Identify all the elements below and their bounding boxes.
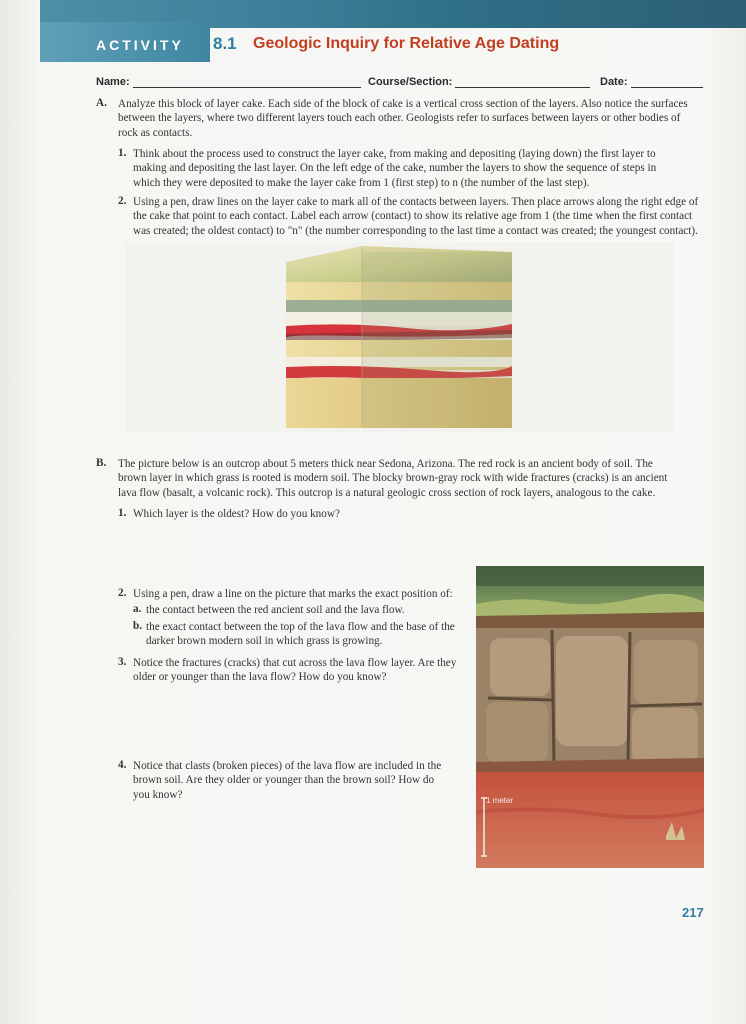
name-line[interactable] — [133, 75, 361, 88]
text-line: lava flow (basalt, a volcanic rock). This outcrop is a natural geologic cross section of rock layers, analogous to the cake. — [118, 486, 656, 499]
b3-marker: 3. — [118, 656, 127, 668]
a1-marker: 1. — [118, 147, 127, 159]
b4-marker: 4. — [118, 759, 127, 771]
activity-label: ACTIVITY — [96, 37, 184, 53]
layer-cake-illustration — [126, 242, 674, 432]
layer-cake-photo — [126, 242, 674, 432]
activity-number: 8.1 — [213, 34, 237, 53]
b2a-text — [146, 603, 476, 617]
text-line: brown soil. Are they older or younger than the brown soil? How do — [133, 774, 435, 787]
outcrop-illustration — [476, 566, 704, 868]
text-line: which they were deposited to make the layer cake from 1 (first step) to n (the number of the last step). — [133, 176, 590, 189]
text-line: Notice that clasts (broken pieces) of the lava flow are included in the — [133, 760, 442, 772]
b3-text — [133, 656, 478, 685]
text-line: the cake that point to each contact. Label each arrow (contact) to show its relative age from 1 (the time when the first contact — [133, 210, 693, 223]
text-line: Using a pen, draw lines on the layer cake to mark all of the contacts between layers. Then place arrows along the right edge of — [133, 196, 699, 208]
b2b-text — [146, 620, 476, 649]
course-line[interactable] — [455, 75, 590, 88]
page-title: Geologic Inquiry for Relative Age Dating — [253, 35, 560, 52]
course-field[interactable] — [368, 75, 590, 88]
student-info-row — [96, 75, 706, 93]
b1-text: Which layer is the oldest? How do you know? — [133, 508, 340, 520]
text-line: you know? — [133, 788, 183, 801]
a1-text — [133, 147, 708, 190]
scale-bar-label: 1 meter — [486, 796, 514, 805]
section-a-marker: A. — [96, 97, 107, 109]
b2-marker: 2. — [118, 587, 127, 599]
name-label: Name: — [96, 76, 130, 88]
text-line: making and depositing the last layer. On the left edge of the cake, number the layers to show the sequence of steps in — [133, 162, 657, 175]
b1-marker: 1. — [118, 507, 127, 519]
course-label: Course/Section: — [368, 76, 453, 88]
text-line: brown layer in which grass is rooted is modern soil. The blocky brown-gray rock with wide fractures (cracks) is an ancient — [118, 472, 668, 485]
outcrop-photo — [476, 566, 704, 868]
section-b-marker: B. — [96, 457, 107, 469]
text-line: between the layers, where two different layers touch each other. Geologists refer to surfaces between layers or other bodies of — [118, 112, 681, 125]
text-line: the contact between the red ancient soil and the lava flow. — [146, 604, 405, 616]
text-line: Notice the fractures (cracks) that cut across the lava flow layer. Are they — [133, 657, 457, 669]
b2b-marker: b. — [133, 620, 143, 632]
text-line: Think about the process used to construct the layer cake, from making and depositing (laying down) the first layer to — [133, 148, 656, 160]
b4-text — [133, 759, 468, 802]
text-line: was created; the oldest contact) to "n" (the number corresponding to the last time a contact was created; the youngest contact). — [133, 224, 698, 237]
text-line: rock as contacts. — [118, 126, 193, 139]
date-field[interactable] — [600, 75, 703, 88]
a2-marker: 2. — [118, 195, 127, 207]
page-number: 217 — [682, 905, 704, 920]
a2-text — [133, 195, 708, 238]
text-line: Analyze this block of layer cake. Each side of the block of cake is a vertical cross section of the layers. Also notice the surfaces — [118, 98, 688, 110]
date-label: Date: — [600, 76, 628, 88]
date-line[interactable] — [631, 75, 703, 88]
b2-text: Using a pen, draw a line on the picture that marks the exact position of: — [133, 588, 453, 600]
section-b-intro — [118, 457, 708, 500]
text-line: older or younger than the lava flow? How do you know? — [133, 671, 387, 684]
text-line: darker brown modern soil in which grass is growing. — [146, 635, 383, 648]
text-line: The picture below is an outcrop about 5 meters thick near Sedona, Arizona. The red rock is an ancient body of soil. The — [118, 458, 653, 470]
b2a-marker: a. — [133, 603, 142, 615]
text-line: the exact contact between the top of the lava flow and the base of the — [146, 621, 455, 633]
section-a-intro — [118, 97, 708, 140]
name-field[interactable] — [96, 75, 361, 88]
